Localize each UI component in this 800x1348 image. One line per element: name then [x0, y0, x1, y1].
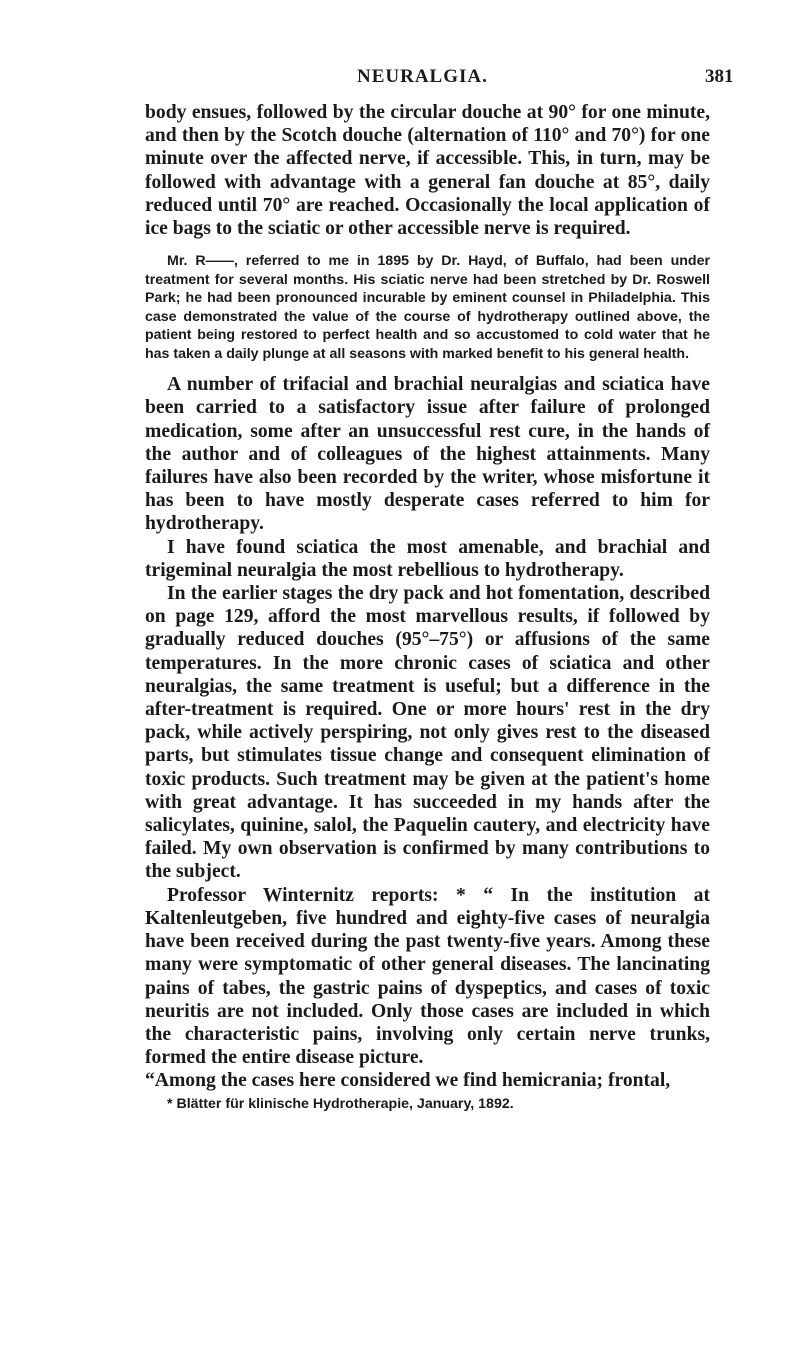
running-title: NEURALGIA.	[357, 66, 488, 87]
footnote: * Blätter für klinische Hydrotherapie, January, 1892.	[167, 1095, 514, 1112]
paragraph-sciatica-amenable: I have found sciatica the most amenable, and brachial and trigeminal neuralgia the most rebellious to hydrotherapy.	[145, 536, 710, 581]
paragraph-hemicrania: “Among the cases here considered we find hemicrania; frontal,	[145, 1070, 671, 1092]
paragraph-neuralgia-outcomes: A number of trifacial and brachial neuralgias and sciatica have been carried to a satisfactory issue after failure of prolonged medication, some after an unsuccessful rest cure, in the hands of the author and of colleagues of the highest attainments. Many failures have also been recorded by the writer, whose misfortune it has been to have mostly desperate cases referred to him for hydrotherapy.	[145, 374, 710, 535]
page-header	[0, 66, 800, 90]
paragraph-dry-pack: In the earlier stages the dry pack and hot fomentation, described on page 129, afford the most marvellous results, if followed by gradually reduced douches (95°–75°) or affusions of the same temperatures. In the more chronic cases of sciatica and other neuralgias, the same treatment is useful; but a difference in the after-treatment is required. One or more hours' rest in the dry pack, while actively perspiring, not only gives rest to the diseased parts, but stimulates tissue change and consequent elimination of toxic products. Such treatment may be given at the patient's home with great advantage. It has succeeded in my hands after the salicylates, quinine, salol, the Paquelin cautery, and electricity have failed. My own observation is confirmed by many contributions to the subject.	[145, 583, 710, 883]
case-report-note: Mr. R——, referred to me in 1895 by Dr. Hayd, of Buffalo, had been under treatment for several months. His sciatic nerve had been stretched by Dr. Roswell Park; he had been pronounced incurable by eminent counsel in Philadelphia. This case demonstrated the value of the course of hydrotherapy outlined above, the patient being restored to perfect health and so accustomed to cold water that he has taken a daily plunge at all seasons with marked benefit to his general health.	[145, 253, 710, 362]
page-number: 381	[705, 66, 734, 87]
paragraph-winternitz-report: Professor Winternitz reports: * “ In the institution at Kaltenleutgeben, five hundred and eighty-five cases of neuralgia have been received during the past twenty-five years. Among these many were symptomatic of other general diseases. The lancinating pains of tabes, the gastric pains of dyspeptics, and cases of toxic neuritis are not included. Only those cases are included in which the characteristic pains, involving only certain nerve trunks, formed the entire disease picture.	[145, 884, 710, 1069]
paragraph-douche-treatment: body ensues, followed by the circular douche at 90° for one minute, and then by the Scotch douche (alternation of 110° and 70°) for one minute over the affected nerve, if accessible. This, in turn, may be followed with advantage with a general fan douche at 85°, daily reduced until 70° are reached. Occasionally the local application of ice bags to the sciatic or other accessible nerve is required.	[145, 102, 710, 240]
page-body	[145, 101, 710, 1113]
